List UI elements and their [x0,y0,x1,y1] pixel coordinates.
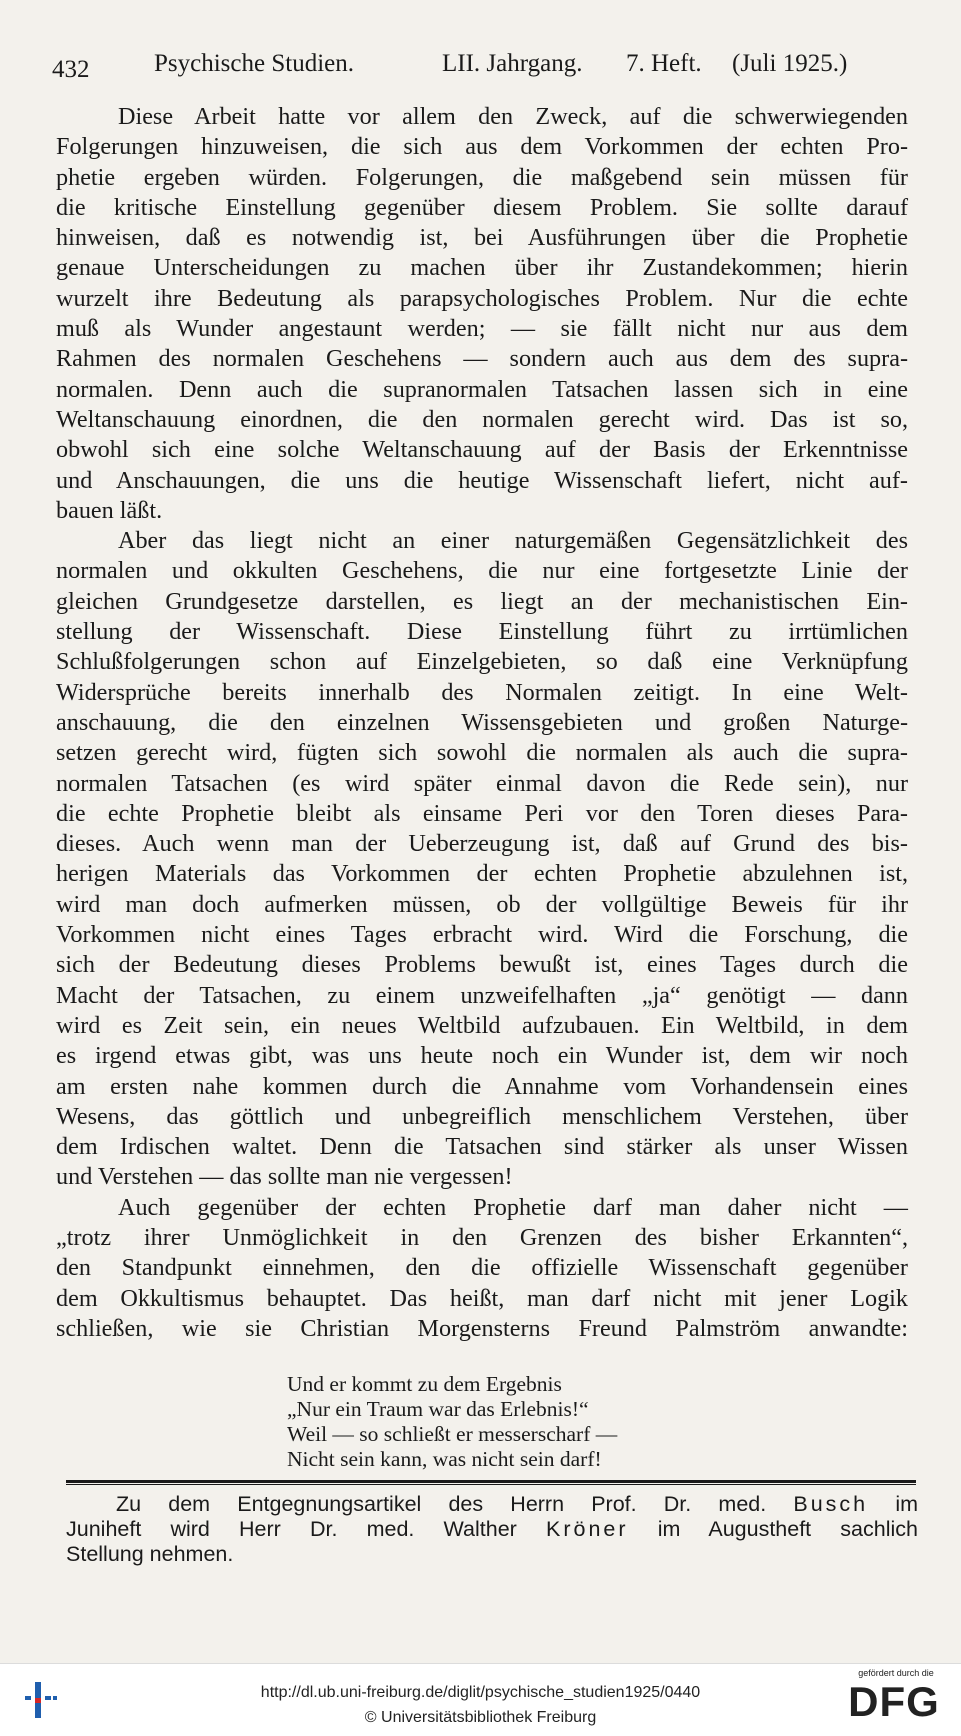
text-line: anschauung, die den einzelnen Wissensgebieten und großen Naturge- [56,708,908,736]
text-line: „trotz ihrer Unmöglichkeit in den Grenzen des bisher Erkannten“, [56,1223,908,1251]
note-text: Juniheft wird Herr Dr. med. Walther [66,1517,517,1541]
verse-line: Und er kommt zu dem Ergebnis [287,1372,562,1396]
text-line: wird man doch aufmerken müssen, ob der vollgültige Beweis für ihr [56,890,908,918]
text-line: Rahmen des normalen Geschehens — sondern auch aus dem des supra- [56,345,908,373]
note-line: Stellung nehmen. [66,1542,234,1566]
paragraph-1 [56,102,908,526]
text-line: dem Okkultismus behauptet. Das heißt, man darf nicht mit jener Logik [56,1284,908,1312]
text-line: Diese Arbeit hatte vor allem den Zweck, auf die schwerwiegenden [118,103,908,130]
section-divider [66,1480,916,1483]
journal-title: Psychische Studien. [154,50,354,77]
verse-line: Weil — so schließt er messerscharf — [287,1422,618,1446]
text-line: und Anschauungen, die uns die heutige Wissenschaft liefert, nicht auf- [56,466,908,494]
text-line: sich der Bedeutung dieses Problems bewußt ist, eines Tages durch die [56,951,908,979]
text-line: herigen Materials das Vorkommen der echten Prophetie abzulehnen ist, [56,860,908,888]
note-text: im [895,1492,918,1516]
text-line: und Verstehen — das sollte man nie vergessen! [56,1163,513,1191]
note-name: Kröner [546,1517,629,1541]
text-line: obwohl sich eine solche Weltanschauung auf der Basis der Erkenntnisse [56,436,908,464]
funding-note: gefördert durch die [858,1668,934,1678]
page-number: 432 [52,56,90,83]
text-line: Wesens, das göttlich und unbegreiflich menschlichem Verstehen, über [56,1102,908,1130]
text-line: gleichen Grundgesetze darstellen, es liegt an der mechanistischen Ein- [56,587,908,615]
text-line: Vorkommen nicht eines Tages erbracht wird. Wird die Forschung, die [56,921,908,949]
text-line: Auch gegenüber der echten Prophetie darf man daher nicht — [118,1193,908,1221]
text-line: hinweisen, daß es notwendig ist, bei Ausführungen über die Prophetie [56,224,908,252]
paragraph-3 [56,1193,908,1344]
running-header [52,50,912,90]
text-line: am ersten nahe kommen durch die Annahme vom Vorhandensein eines [56,1072,908,1100]
text-line: Folgerungen hinzuweisen, die sich aus dem Vorkommen der echten Pro- [56,133,908,161]
text-line: Macht der Tatsachen, zu einem unzweifelhaften „ja“ genötigt — dann [56,981,908,1009]
verse-line: Nicht sein kann, was nicht sein darf! [287,1447,602,1471]
paragraph-2 [56,526,908,1193]
text-line: Schlußfolgerungen schon auf Einzelgebieten, so daß eine Verknüpfung [56,648,908,676]
document-url[interactable]: http://dl.ub.uni-freiburg.de/diglit/psychische_studien1925/0440 [260,1684,701,1701]
editorial-note [66,1492,918,1567]
text-line: dem Irdischen waltet. Denn die Tatsachen sind stärker als unser Wissen [56,1133,908,1161]
note-line [66,1492,918,1517]
dfg-logo: DFG [848,1678,940,1725]
text-line: wurzelt ihre Bedeutung als parapsychologisches Problem. Nur die echte [56,284,908,312]
text-line: normalen und okkulten Geschehens, die nur eine fortgesetzte Linie der [56,557,908,585]
text-line: dieses. Auch wenn man der Ueberzeugung ist, daß auf Grund des bis- [56,830,908,858]
note-line [66,1517,918,1542]
text-line: schließen, wie sie Christian Morgensterns Freund Palmström anwandte: [56,1314,908,1342]
article-body [56,102,908,1344]
note-text: im Augustheft sachlich [657,1517,918,1541]
text-line: Aber das liegt nicht an einer naturgemäßen Gegensätzlichkeit des [118,527,908,555]
note-name: Busch [793,1492,869,1516]
text-line: phetie ergeben würden. Folgerungen, die maßgebend sein müssen für [56,163,908,191]
text-line: setzen gerecht wird, fügten sich sowohl die normalen als auch die supra- [56,739,908,767]
copyright-notice: © Universitätsbibliothek Freiburg [364,1709,597,1726]
text-line: normalen Tatsachen (es wird später einmal davon die Rede sein), nur [56,769,908,797]
issue-date: (Juli 1925.) [732,50,848,77]
volume-label: LII. Jahrgang. [442,50,583,77]
text-line: es irgend etwas gibt, was uns heute noch ein Wunder ist, dem wir noch [56,1042,908,1070]
text-line: die kritische Einstellung gegenüber diesem Problem. Sie sollte darauf [56,193,908,221]
section-divider-thin [66,1484,916,1485]
text-line: Widersprüche bereits innerhalb des Normalen zeitigt. In eine Welt- [56,678,908,706]
text-line: stellung der Wissenschaft. Diese Einstellung führt zu irrtümlichen [56,618,908,646]
text-line: normalen. Denn auch die supranormalen Tatsachen lassen sich in eine [56,375,908,403]
text-line: bauen läßt. [56,496,163,524]
text-line: wird es Zeit sein, ein neues Weltbild aufzubauen. Ein Weltbild, in dem [56,1011,908,1039]
text-line: muß als Wunder angestaunt werden; — sie fällt nicht nur aus dem [56,315,908,343]
verse-quote [287,1372,617,1472]
note-text: Zu dem Entgegnungsartikel des Herrn Prof. Dr. med. [116,1492,767,1516]
issue-label: 7. Heft. [626,50,702,77]
text-line: die echte Prophetie bleibt als einsame Peri vor den Toren dieses Para- [56,799,908,827]
text-line: Weltanschauung einordnen, die den normalen gerecht wird. Das ist so, [56,405,908,433]
verse-line: „Nur ein Traum war das Erlebnis!“ [287,1397,589,1421]
text-line: genaue Unterscheidungen zu machen über ihr Zustandekommen; hierin [56,254,908,282]
viewer-footer [0,1663,961,1736]
text-line: den Standpunkt einnehmen, den die offizielle Wissenschaft gegenüber [56,1254,908,1282]
